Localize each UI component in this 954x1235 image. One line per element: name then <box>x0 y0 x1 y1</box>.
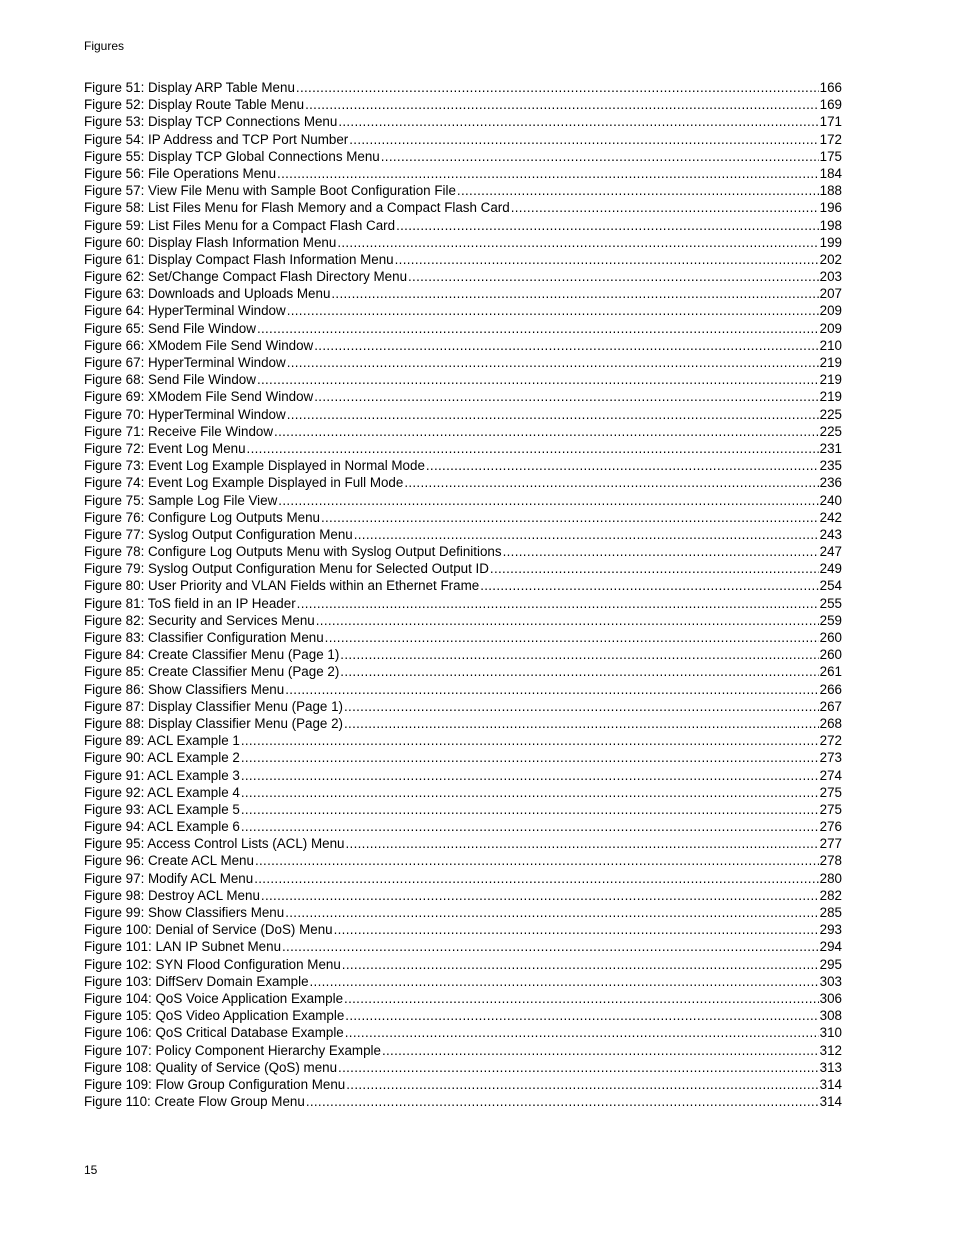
toc-entry-title: Figure 51: Display ARP Table Menu <box>84 80 295 95</box>
toc-entry-title: Figure 110: Create Flow Group Menu <box>84 1094 305 1110</box>
toc-entry-page-number: 169 <box>819 97 842 113</box>
toc-entry-page-number: 188 <box>819 183 842 199</box>
toc-entry[interactable] <box>84 217 842 234</box>
toc-entry[interactable] <box>84 165 842 182</box>
dot-leader <box>287 354 819 371</box>
toc-entry-title: Figure 107: Policy Component Hierarchy Example <box>84 1042 381 1058</box>
toc-entry[interactable] <box>84 560 842 577</box>
toc-entry-title: Figure 53: Display TCP Connections Menu <box>84 114 338 130</box>
toc-entry[interactable] <box>84 767 842 784</box>
dot-leader <box>306 1093 819 1110</box>
toc-entry-title: Figure 57: View File Menu with Sample Boot Configuration File <box>84 183 456 199</box>
dot-leader <box>346 1076 818 1093</box>
toc-entry-page-number: 166 <box>819 80 842 95</box>
dot-leader <box>285 904 818 921</box>
toc-entry-title: Figure 64: HyperTerminal Window <box>84 303 286 319</box>
toc-entry[interactable] <box>84 1076 842 1093</box>
toc-entry-title: Figure 81: ToS field in an IP Header <box>84 595 296 611</box>
running-header: Figures <box>84 39 125 53</box>
toc-entry-title: Figure 76: Configure Log Outputs Menu <box>84 509 320 525</box>
toc-entry-title: Figure 97: Modify ACL Menu <box>84 870 254 886</box>
toc-entry-title: Figure 68: Send File Window <box>84 372 256 388</box>
toc-entry-title: Figure 80: User Priority and VLAN Fields within an Ethernet Frame <box>84 578 480 594</box>
dot-leader <box>254 870 818 887</box>
toc-entry-page-number: 278 <box>819 853 842 869</box>
toc-entry-title: Figure 63: Downloads and Uploads Menu <box>84 286 331 302</box>
toc-entry-page-number: 219 <box>819 372 842 388</box>
dot-leader <box>345 835 818 852</box>
toc-entry-page-number: 203 <box>819 269 842 285</box>
toc-entry-title: Figure 87: Display Classifier Menu (Page 1) <box>84 698 343 714</box>
toc-entry-page-number: 312 <box>819 1042 842 1058</box>
toc-entry[interactable] <box>84 388 842 405</box>
dot-leader <box>344 990 819 1007</box>
toc-entry[interactable] <box>84 526 842 543</box>
toc-entry[interactable] <box>84 337 842 354</box>
dot-leader <box>382 1042 819 1059</box>
toc-entry-title: Figure 54: IP Address and TCP Port Number <box>84 131 349 147</box>
toc-entry-page-number: 219 <box>819 355 842 370</box>
toc-entry-title: Figure 66: XModem File Send Window <box>84 337 314 353</box>
toc-entry-page-number: 314 <box>819 1076 842 1092</box>
dot-leader <box>278 492 818 509</box>
toc-entry-page-number: 240 <box>819 492 842 508</box>
toc-entry-title: Figure 84: Create Classifier Menu (Page 1) <box>84 647 340 663</box>
toc-entry-page-number: 255 <box>819 595 842 611</box>
toc-entry[interactable] <box>84 182 842 199</box>
dot-leader <box>305 96 819 113</box>
toc-entry-page-number: 171 <box>819 114 842 130</box>
toc-entry[interactable] <box>84 1007 842 1024</box>
dot-leader <box>511 199 819 216</box>
dot-leader <box>457 182 819 199</box>
toc-entry-page-number: 184 <box>819 165 842 181</box>
toc-entry[interactable] <box>84 956 842 973</box>
list-of-figures <box>84 79 842 1110</box>
toc-entry-page-number: 268 <box>819 715 842 731</box>
toc-entry-title: Figure 108: Quality of Service (QoS) menu <box>84 1059 338 1075</box>
toc-entry-title: Figure 77: Syslog Output Configuration Menu <box>84 526 353 542</box>
toc-entry-page-number: 225 <box>819 406 842 422</box>
toc-entry-page-number: 308 <box>819 1008 842 1024</box>
toc-entry[interactable] <box>84 440 842 457</box>
toc-entry-page-number: 231 <box>819 440 842 456</box>
toc-entry-title: Figure 90: ACL Example 2 <box>84 750 240 766</box>
toc-entry-page-number: 280 <box>819 870 842 886</box>
toc-entry-page-number: 202 <box>819 251 842 267</box>
toc-entry[interactable] <box>84 474 842 491</box>
toc-entry-page-number: 235 <box>819 458 842 474</box>
toc-entry-title: Figure 85: Create Classifier Menu (Page 2) <box>84 664 340 680</box>
toc-entry-title: Figure 103: DiffServ Domain Example <box>84 973 309 989</box>
dot-leader <box>321 509 819 526</box>
toc-entry[interactable] <box>84 320 842 337</box>
toc-entry[interactable] <box>84 371 842 388</box>
toc-entry-title: Figure 65: Send File Window <box>84 320 256 336</box>
toc-entry[interactable] <box>84 79 842 96</box>
toc-entry-page-number: 294 <box>819 939 842 955</box>
dot-leader <box>296 79 819 96</box>
toc-entry[interactable] <box>84 423 842 440</box>
toc-entry-page-number: 275 <box>819 784 842 800</box>
toc-entry-page-number: 242 <box>819 509 842 525</box>
toc-entry-page-number: 273 <box>819 750 842 766</box>
dot-leader <box>338 1059 819 1076</box>
toc-entry-page-number: 285 <box>819 905 842 920</box>
toc-entry[interactable] <box>84 732 842 749</box>
dot-leader <box>396 217 819 234</box>
dot-leader <box>241 749 819 766</box>
dot-leader <box>426 457 819 474</box>
toc-entry-page-number: 303 <box>819 973 842 989</box>
toc-entry[interactable] <box>84 835 842 852</box>
toc-entry-page-number: 209 <box>819 320 842 336</box>
dot-leader <box>274 423 819 440</box>
toc-entry[interactable] <box>84 148 842 165</box>
toc-entry-page-number: 277 <box>819 836 842 852</box>
dot-leader <box>314 337 818 354</box>
toc-entry-title: Figure 106: QoS Critical Database Example <box>84 1025 344 1041</box>
dot-leader <box>395 251 819 268</box>
toc-entry-page-number: 225 <box>819 423 842 439</box>
toc-entry-title: Figure 82: Security and Services Menu <box>84 612 315 628</box>
toc-entry[interactable] <box>84 1042 842 1059</box>
toc-entry[interactable] <box>84 990 842 1007</box>
toc-entry-page-number: 209 <box>819 303 842 319</box>
toc-entry-page-number: 198 <box>819 217 842 233</box>
toc-entry-page-number: 199 <box>819 234 842 250</box>
toc-entry-title: Figure 58: List Files Menu for Flash Memory and a Compact Flash Card <box>84 200 510 216</box>
toc-entry[interactable] <box>84 973 842 990</box>
toc-entry-title: Figure 101: LAN IP Subnet Menu <box>84 939 282 955</box>
toc-entry[interactable] <box>84 577 842 594</box>
dot-leader <box>344 715 819 732</box>
dot-leader <box>241 818 819 835</box>
toc-entry-title: Figure 98: Destroy ACL Menu <box>84 887 260 903</box>
toc-entry-title: Figure 105: QoS Video Application Example <box>84 1008 345 1024</box>
toc-entry-page-number: 236 <box>819 475 842 491</box>
toc-entry[interactable] <box>84 268 842 285</box>
toc-entry[interactable] <box>84 698 842 715</box>
dot-leader <box>331 285 818 302</box>
toc-entry-title: Figure 95: Access Control Lists (ACL) Menu <box>84 836 345 852</box>
toc-entry-title: Figure 75: Sample Log File View <box>84 492 278 508</box>
dot-leader <box>285 681 818 698</box>
toc-entry[interactable] <box>84 646 842 663</box>
toc-entry-page-number: 196 <box>819 200 842 216</box>
dot-leader <box>354 526 819 543</box>
toc-entry-title: Figure 93: ACL Example 5 <box>84 801 240 817</box>
toc-entry[interactable] <box>84 131 842 148</box>
dot-leader <box>325 629 819 646</box>
toc-entry-title: Figure 70: HyperTerminal Window <box>84 406 286 422</box>
toc-entry[interactable] <box>84 818 842 835</box>
toc-entry[interactable] <box>84 1093 842 1110</box>
toc-entry[interactable] <box>84 938 842 955</box>
toc-entry-page-number: 306 <box>819 990 842 1006</box>
toc-entry-page-number: 175 <box>819 148 842 164</box>
dot-leader <box>345 1007 818 1024</box>
toc-entry[interactable] <box>84 629 842 646</box>
toc-entry-title: Figure 72: Event Log Menu <box>84 440 246 456</box>
toc-entry-page-number: 314 <box>819 1094 842 1110</box>
dot-leader <box>345 1024 819 1041</box>
toc-entry-page-number: 274 <box>819 767 842 783</box>
toc-entry[interactable] <box>84 234 842 251</box>
toc-entry[interactable] <box>84 302 842 319</box>
dot-leader <box>255 852 819 869</box>
toc-entry-title: Figure 73: Event Log Example Displayed in Normal Mode <box>84 458 425 474</box>
dot-leader <box>310 973 819 990</box>
dot-leader <box>340 646 818 663</box>
toc-entry[interactable] <box>84 921 842 938</box>
dot-leader <box>282 938 819 955</box>
dot-leader <box>344 698 819 715</box>
toc-entry-title: Figure 92: ACL Example 4 <box>84 784 240 800</box>
toc-entry-title: Figure 86: Show Classifiers Menu <box>84 681 285 697</box>
dot-leader <box>480 577 818 594</box>
toc-entry[interactable] <box>84 96 842 113</box>
toc-entry-page-number: 254 <box>819 578 842 594</box>
toc-entry-title: Figure 56: File Operations Menu <box>84 165 277 181</box>
toc-entry[interactable] <box>84 251 842 268</box>
dot-leader <box>287 302 819 319</box>
toc-entry-page-number: 266 <box>819 681 842 697</box>
toc-entry[interactable] <box>84 663 842 680</box>
toc-entry[interactable] <box>84 492 842 509</box>
toc-entry-title: Figure 67: HyperTerminal Window <box>84 355 286 370</box>
toc-entry-title: Figure 78: Configure Log Outputs Menu with Syslog Output Definitions <box>84 544 502 560</box>
toc-entry-page-number: 275 <box>819 801 842 817</box>
toc-entry-title: Figure 99: Show Classifiers Menu <box>84 905 285 920</box>
toc-entry-page-number: 276 <box>819 819 842 835</box>
toc-entry-page-number: 243 <box>819 526 842 542</box>
toc-entry[interactable] <box>84 870 842 887</box>
toc-entry-page-number: 282 <box>819 887 842 903</box>
toc-entry-page-number: 293 <box>819 922 842 938</box>
dot-leader <box>241 767 819 784</box>
dot-leader <box>334 921 819 938</box>
dot-leader <box>257 320 819 337</box>
toc-entry-title: Figure 55: Display TCP Global Connections Menu <box>84 148 380 164</box>
dot-leader <box>277 165 819 182</box>
toc-entry[interactable] <box>84 285 842 302</box>
toc-entry[interactable] <box>84 509 842 526</box>
toc-entry-title: Figure 104: QoS Voice Application Example <box>84 990 344 1006</box>
toc-entry[interactable] <box>84 595 842 612</box>
toc-entry[interactable] <box>84 406 842 423</box>
toc-entry[interactable] <box>84 749 842 766</box>
toc-entry-title: Figure 88: Display Classifier Menu (Page 2) <box>84 715 343 731</box>
toc-entry[interactable] <box>84 354 842 371</box>
dot-leader <box>503 543 819 560</box>
dot-leader <box>316 612 819 629</box>
dot-leader <box>287 406 819 423</box>
dot-leader <box>340 663 818 680</box>
toc-entry-page-number: 295 <box>819 956 842 972</box>
toc-entry[interactable] <box>84 113 842 130</box>
toc-entry-title: Figure 59: List Files Menu for a Compact Flash Card <box>84 217 396 233</box>
toc-entry[interactable] <box>84 887 842 904</box>
toc-entry-page-number: 261 <box>819 664 842 680</box>
toc-entry[interactable] <box>84 784 842 801</box>
toc-entry-page-number: 249 <box>819 561 842 577</box>
dot-leader <box>349 131 818 148</box>
dot-leader <box>404 474 818 491</box>
toc-entry[interactable] <box>84 199 842 216</box>
dot-leader <box>338 113 818 130</box>
dot-leader <box>342 956 819 973</box>
toc-entry-title: Figure 52: Display Route Table Menu <box>84 97 305 113</box>
dot-leader <box>297 595 819 612</box>
toc-entry[interactable] <box>84 612 842 629</box>
toc-entry-page-number: 260 <box>819 647 842 663</box>
toc-entry-page-number: 272 <box>819 733 842 749</box>
toc-entry[interactable] <box>84 1024 842 1041</box>
toc-entry[interactable] <box>84 457 842 474</box>
toc-entry-title: Figure 69: XModem File Send Window <box>84 389 314 405</box>
toc-entry-title: Figure 91: ACL Example 3 <box>84 767 240 783</box>
toc-entry-title: Figure 61: Display Compact Flash Information Menu <box>84 251 394 267</box>
toc-entry-page-number: 267 <box>819 698 842 714</box>
toc-entry-page-number: 247 <box>819 544 842 560</box>
dot-leader <box>381 148 819 165</box>
toc-entry-title: Figure 62: Set/Change Compact Flash Directory Menu <box>84 269 408 285</box>
toc-entry[interactable] <box>84 801 842 818</box>
toc-entry-page-number: 207 <box>819 286 842 302</box>
toc-entry-page-number: 259 <box>819 612 842 628</box>
toc-entry-title: Figure 71: Receive File Window <box>84 423 274 439</box>
toc-entry-title: Figure 79: Syslog Output Configuration Menu for Selected Output ID <box>84 561 489 577</box>
toc-entry-page-number: 310 <box>819 1025 842 1041</box>
toc-entry[interactable] <box>84 543 842 560</box>
toc-entry-title: Figure 83: Classifier Configuration Menu <box>84 630 324 645</box>
toc-entry[interactable] <box>84 1059 842 1076</box>
dot-leader <box>314 388 818 405</box>
dot-leader <box>257 371 819 388</box>
dot-leader <box>337 234 818 251</box>
dot-leader <box>408 268 819 285</box>
page-number: 15 <box>84 1163 98 1177</box>
toc-entry-title: Figure 60: Display Flash Information Menu <box>84 234 337 250</box>
toc-entry-page-number: 219 <box>819 389 842 405</box>
toc-entry-title: Figure 109: Flow Group Configuration Menu <box>84 1076 346 1092</box>
toc-entry-title: Figure 102: SYN Flood Configuration Menu <box>84 956 341 972</box>
dot-leader <box>241 732 819 749</box>
dot-leader <box>247 440 819 457</box>
toc-entry[interactable] <box>84 681 842 698</box>
toc-entry[interactable] <box>84 715 842 732</box>
toc-entry[interactable] <box>84 852 842 869</box>
toc-entry-title: Figure 100: Denial of Service (DoS) Menu <box>84 922 333 938</box>
toc-entry-title: Figure 96: Create ACL Menu <box>84 853 254 869</box>
toc-entry-page-number: 260 <box>819 630 842 645</box>
dot-leader <box>490 560 819 577</box>
dot-leader <box>261 887 819 904</box>
toc-entry-page-number: 172 <box>819 131 842 147</box>
dot-leader <box>241 784 819 801</box>
toc-entry-page-number: 313 <box>819 1059 842 1075</box>
toc-entry-title: Figure 74: Event Log Example Displayed in Full Mode <box>84 475 404 491</box>
toc-entry-page-number: 210 <box>819 337 842 353</box>
toc-entry-title: Figure 94: ACL Example 6 <box>84 819 240 835</box>
toc-entry[interactable] <box>84 904 842 921</box>
dot-leader <box>241 801 819 818</box>
toc-entry-title: Figure 89: ACL Example 1 <box>84 733 240 749</box>
